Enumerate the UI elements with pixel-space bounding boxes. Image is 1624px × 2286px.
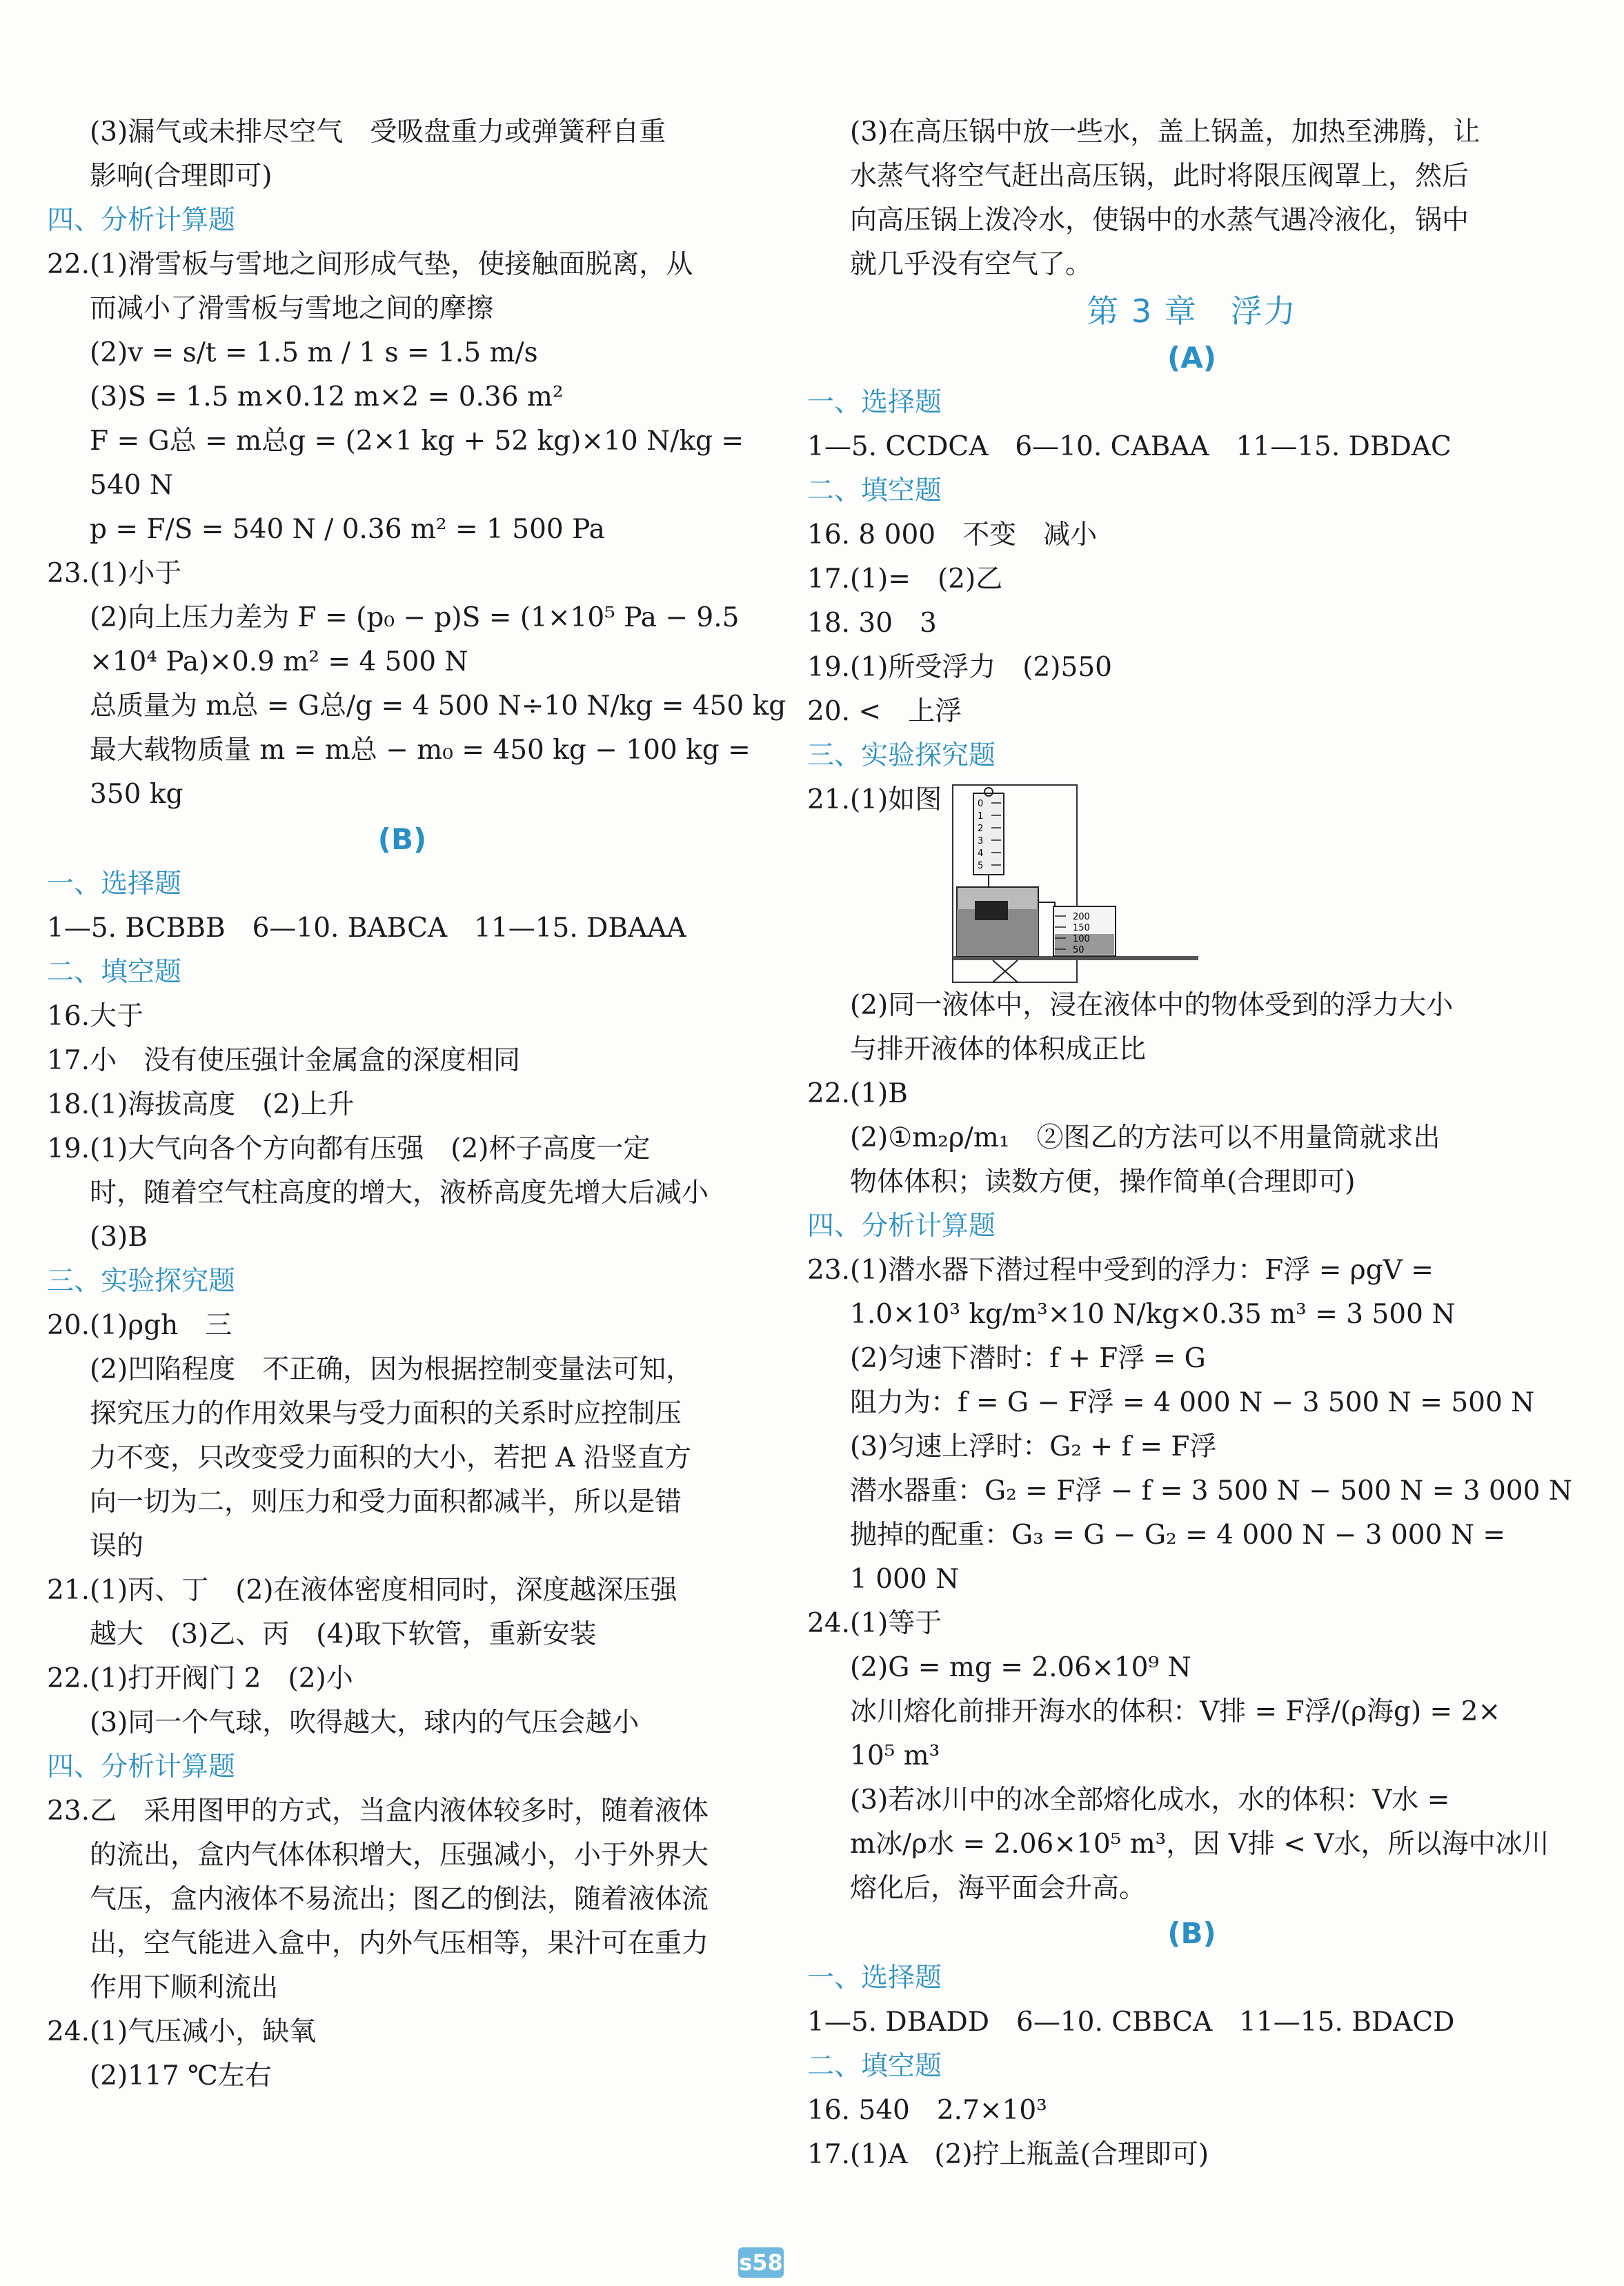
- text-line: 潜水器重：G₂ = F浮 − f = 3 500 N − 500 N = 3 000 N: [850, 1475, 1572, 1507]
- text-line: 18. 30 3: [807, 608, 937, 639]
- text-line: (2)G = mg = 2.06×10⁹ N: [850, 1652, 1191, 1683]
- text-line: 向高压锅上泼冷水，使锅中的水蒸气遇冷液化，锅中: [850, 205, 1469, 236]
- section-heading: 四、分析计算题: [47, 205, 236, 236]
- text-line: 23.乙 采用图甲的方式，当盒内液体较多时，随着液体: [47, 1796, 709, 1827]
- text-line: 16. 8 000 不变 减小: [807, 519, 1098, 550]
- text-line: 抛掉的配重：G₃ = G − G₂ = 4 000 N − 3 000 N =: [850, 1520, 1506, 1551]
- figure-row: [807, 778, 1576, 984]
- spring-scale-figure: [951, 784, 1200, 984]
- sub-heading: (B): [1167, 1916, 1216, 1950]
- text-line: 力不变，只改变受力面积的大小，若把 A 沿竖直方: [90, 1442, 691, 1473]
- scale-tick-label: 3: [978, 836, 984, 846]
- text-line: 与排开液体的体积成正比: [850, 1034, 1147, 1065]
- text-line: 越大 (3)乙、丙 (4)取下软管，重新安装: [90, 1619, 597, 1650]
- immersed-block: [975, 901, 1008, 920]
- text-line: 350 kg: [90, 779, 184, 810]
- section-heading: 三、实验探究题: [807, 740, 996, 771]
- text-line: 误的: [90, 1531, 144, 1562]
- text-line: 水蒸气将空气赶出高压锅，此时将限压阀罩上，然后: [850, 161, 1469, 192]
- section-heading: 二、填空题: [807, 2051, 942, 2082]
- section-heading: 二、填空题: [807, 475, 942, 506]
- right-bottom-block: [807, 984, 1576, 2177]
- scale-tick-label: 0: [978, 799, 984, 809]
- text-line: 10⁵ m³: [850, 1740, 940, 1771]
- text-line: 时，随着空气柱高度的增大，液桥高度先增大后减小: [90, 1177, 709, 1209]
- text-line: (3)匀速上浮时：G₂ + f = F浮: [850, 1431, 1217, 1462]
- text-line: 1 000 N: [850, 1564, 960, 1595]
- text-line: p = F/S = 540 N / 0.36 m² = 1 500 Pa: [90, 514, 605, 545]
- right-column: [807, 110, 1576, 2177]
- section-heading: 一、选择题: [807, 1962, 942, 1994]
- text-line: (2)向上压力差为 F = (p₀ − p)S = (1×10⁵ Pa − 9.5: [90, 602, 740, 633]
- text-line: 22.(1)滑雪板与雪地之间形成气垫，使接触面脱离，从: [47, 249, 693, 280]
- cylinder-tick-label: 50: [1073, 945, 1085, 955]
- scale-tick-label: 4: [978, 848, 984, 859]
- section-heading: 一、选择题: [47, 868, 182, 900]
- text-line: (2)凹陷程度 不正确，因为根据控制变量法可知，: [90, 1354, 693, 1385]
- text-line: (2)①m₂ρ/m₁ ②图乙的方法可以不用量筒就求出: [850, 1122, 1440, 1153]
- text-line: (3)B: [90, 1222, 148, 1253]
- text-line: 20.(1)ρgh 三: [47, 1310, 232, 1341]
- text-line: 1—5. DBADD 6—10. CBBCA 11—15. BDACD: [807, 2007, 1455, 2038]
- text-line: 21.(1)丙、丁 (2)在液体密度相同时，深度越深压强: [47, 1575, 677, 1606]
- text-line: 作用下顺利流出: [90, 1972, 279, 2003]
- text-line: (2)同一液体中，浸在液体中的物体受到的浮力大小: [850, 990, 1454, 1021]
- sub-heading: (B): [377, 822, 427, 856]
- section-heading: 三、实验探究题: [47, 1266, 236, 1297]
- text-line: 22.(1)打开阀门 2 (2)小: [47, 1663, 353, 1694]
- sub-heading: 第 3 章 浮力: [1087, 292, 1297, 330]
- sub-heading: (A): [1167, 341, 1216, 375]
- text-line: 19.(1)大气向各个方向都有压强 (2)杯子高度一定: [47, 1133, 651, 1164]
- text-line: 向一切为二，则压力和受力面积都减半，所以是错: [90, 1487, 682, 1518]
- text-line: 影响(合理即可): [90, 161, 273, 192]
- text-line: 冰川熔化前排开海水的体积：V排 = F浮/(ρ海g) = 2×: [850, 1696, 1501, 1727]
- text-line: 22.(1)B: [807, 1078, 908, 1109]
- text-line: 16. 540 2.7×10³: [807, 2095, 1047, 2126]
- text-line: 24.(1)等于: [807, 1608, 942, 1639]
- scale-tick-label: 2: [978, 824, 984, 834]
- text-line: 23.(1)潜水器下潜过程中受到的浮力：F浮 = ρgV =: [807, 1255, 1434, 1286]
- text-line: 17.(1)A (2)拧上瓶盖(合理即可): [807, 2139, 1209, 2170]
- overflow-spout: [1038, 902, 1055, 908]
- text-line: (2)v = s/t = 1.5 m / 1 s = 1.5 m/s: [90, 337, 538, 368]
- text-line: 总质量为 m总 = G总/g = 4 500 N÷10 N/kg = 450 kg: [90, 690, 786, 722]
- page-number: s58: [738, 2247, 784, 2278]
- text-line: 最大载物质量 m = m总 − m₀ = 450 kg − 100 kg =: [90, 735, 751, 766]
- text-line: 17.(1)= (2)乙: [807, 564, 1003, 595]
- text-line: 就几乎没有空气了。: [850, 249, 1093, 280]
- text-line: ×10⁴ Pa)×0.9 m² = 4 500 N: [90, 646, 468, 677]
- cylinder-tick-label: 100: [1073, 934, 1091, 944]
- text-line: 540 N: [90, 470, 173, 501]
- text-line: (3)S = 1.5 m×0.12 m×2 = 0.36 m²: [90, 381, 564, 413]
- text-line: 17.小 没有使压强计金属盒的深度相同: [47, 1045, 521, 1076]
- text-line: 24.(1)气压减小，缺氧: [47, 2016, 317, 2047]
- text-line: (3)漏气或未排尽空气 受吸盘重力或弹簧秤自重: [90, 117, 666, 148]
- right-top-block: [807, 110, 1576, 778]
- lifting-jack: [993, 960, 1018, 982]
- text-line: 阻力为：f = G − F浮 = 4 000 N − 3 500 N = 500 N: [850, 1387, 1535, 1418]
- text-line: 23.(1)小于: [47, 558, 182, 589]
- text-line: 探究压力的作用效果与受力面积的关系时应控制压: [90, 1398, 682, 1429]
- left-column: [47, 110, 786, 2098]
- figure-label: 21.(1)如图: [807, 784, 942, 815]
- section-heading: 一、选择题: [807, 387, 942, 418]
- text-line: 1—5. BCBBB 6—10. BABCA 11—15. DBAAA: [47, 913, 686, 944]
- section-heading: 二、填空题: [47, 957, 182, 988]
- text-line: 出，空气能进入盒中，内外气压相等，果汁可在重力: [90, 1928, 709, 1959]
- text-line: 20. < 上浮: [807, 696, 962, 727]
- text-line: 1.0×10³ kg/m³×10 N/kg×0.35 m³ = 3 500 N: [850, 1299, 1456, 1330]
- scale-tick-label: 5: [978, 861, 984, 871]
- text-line: 的流出，盒内气体体积增大，压强减小，小于外界大: [90, 1840, 709, 1871]
- text-line: 而减小了滑雪板与雪地之间的摩擦: [90, 293, 494, 324]
- text-line: 16.大于: [47, 1001, 144, 1032]
- text-line: (2)117 ℃左右: [90, 2060, 272, 2091]
- text-line: (2)匀速下潜时：f + F浮 = G: [850, 1343, 1206, 1374]
- text-line: F = G总 = m总g = (2×1 kg + 52 kg)×10 N/kg =: [90, 426, 744, 457]
- section-heading: 四、分析计算题: [47, 1751, 236, 1782]
- text-line: (3)若冰川中的冰全部熔化成水，水的体积：V水 =: [850, 1785, 1450, 1816]
- cylinder-tick-label: 200: [1073, 912, 1091, 922]
- text-line: m冰/ρ水 = 2.06×10⁵ m³，因 V排 < V水，所以海中冰川: [850, 1829, 1549, 1860]
- text-line: 1—5. CCDCA 6—10. CABAA 11—15. DBDAC: [807, 431, 1452, 462]
- text-line: 物体体积；读数方便，操作简单(合理即可): [850, 1166, 1356, 1197]
- text-line: (3)同一个气球，吹得越大，球内的气压会越小: [90, 1707, 640, 1738]
- section-heading: 四、分析计算题: [807, 1211, 996, 1242]
- scale-tick-label: 1: [978, 811, 984, 822]
- text-line: 19.(1)所受浮力 (2)550: [807, 652, 1112, 683]
- text-line: 18.(1)海拔高度 (2)上升: [47, 1089, 355, 1120]
- text-line: 气压，盒内液体不易流出；图乙的倒法，随着液体流: [90, 1884, 709, 1915]
- text-line: 熔化后，海平面会升高。: [850, 1873, 1147, 1904]
- cylinder-tick-label: 150: [1073, 923, 1091, 933]
- text-line: (3)在高压锅中放一些水，盖上锅盖，加热至沸腾，让: [850, 117, 1481, 148]
